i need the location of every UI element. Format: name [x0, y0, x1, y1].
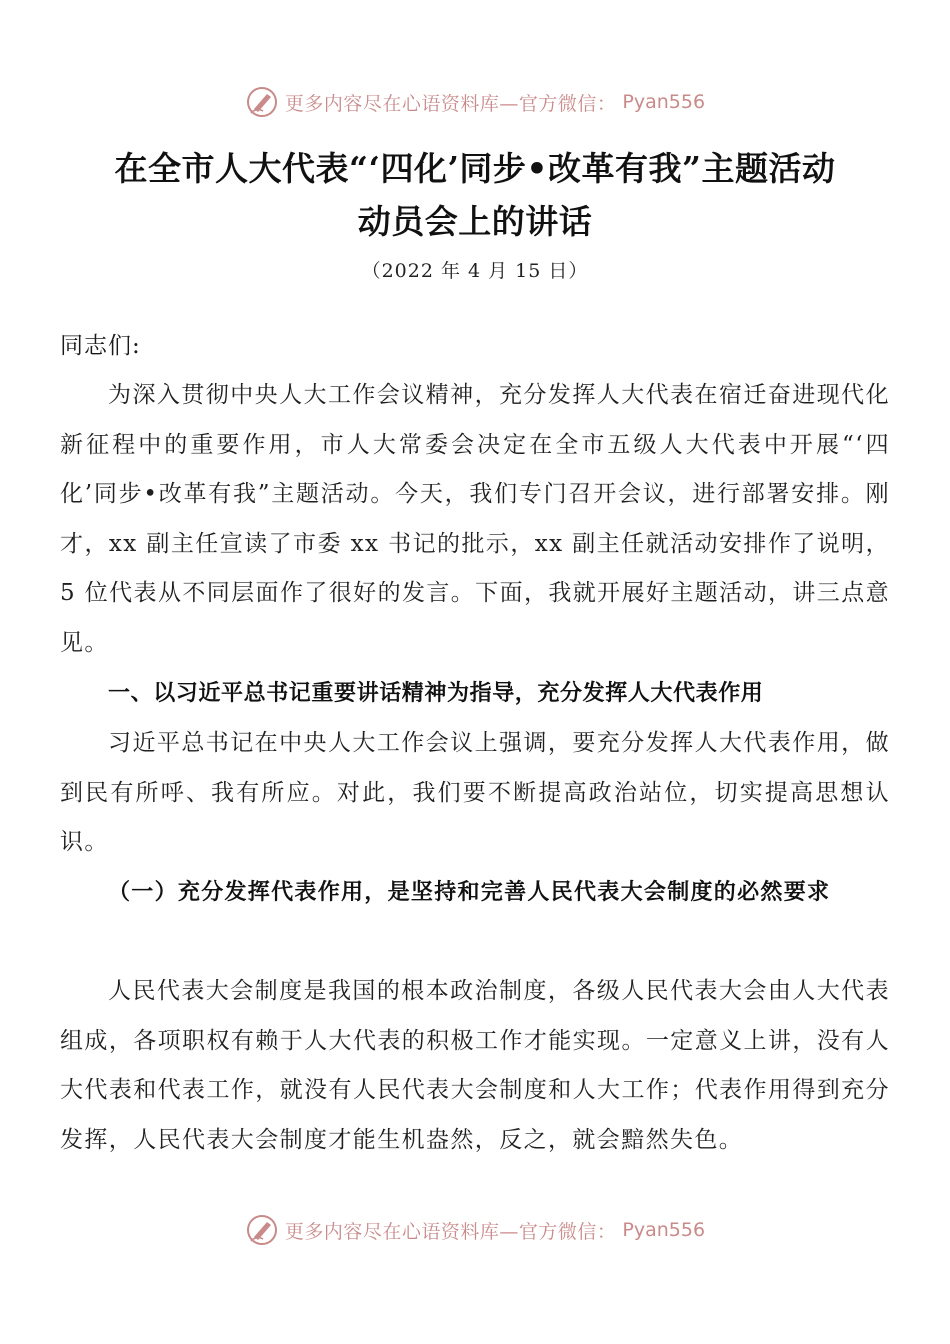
watermark-footer [0, 1210, 950, 1250]
paragraph-section1: 习近平总书记在中央人大工作会议上强调，要充分发挥人大代表作用，做到民有所呼、我有所应。对此，我们要不断提高政治站位，切实提高思想认识。 [60, 730, 890, 856]
paragraph-subsection1: 人民代表大会制度是我国的根本政治制度，各级人民代表大会由人大代表组成，各项职权有赖于人大代表的积极工作才能实现。一定意义上讲，没有人大代表和代表工作，就没有人民代表大会制度和人大工作；代表作用得到充分发挥，人民代表大会制度才能生机盎然，反之，就会黯然失色。 [60, 978, 890, 1153]
paragraph-intro: 为深入贯彻中央人大工作会议精神，充分发挥人大代表在宿迁奋进现代化新征程中的重要作用，市人大常委会决定在全市五级人大代表中开展“‘四化’同步•改革有我”主题活动。今天，我们专门召开会议，进行部署安排。刚才，xx 副主任宣读了市委 xx 书记的批示，xx 副主任就活动安排作了说明，5 位代表从不同层面作了很好的发言。下面，我就开展好主题活动，讲三点意见。 [60, 382, 890, 656]
salutation: 同志们: [60, 333, 141, 359]
watermark-header [0, 82, 950, 122]
watermark-text: 更多内容尽在心语资料库—官方微信： [284, 1220, 617, 1243]
watermark-wechat-id: Pyan556 [622, 91, 706, 113]
section-heading-1: 一、以习近平总书记重要讲话精神为指导，充分发挥人大代表作用 [108, 681, 764, 706]
subsection-heading-1: （一）充分发挥代表作用，是坚持和完善人民代表大会制度的必然要求 [108, 879, 831, 905]
pen-logo-icon [245, 85, 279, 119]
pen-logo-icon [245, 1213, 279, 1247]
document-title-line1: 在全市人大代表“‘四化’同步•改革有我”主题活动 [114, 149, 836, 188]
watermark-wechat-id: Pyan556 [622, 1219, 706, 1241]
document-title-line2: 动员会上的讲话 [357, 202, 593, 241]
speech-date: （2022 年 4 月 15 日） [361, 260, 589, 282]
watermark-text: 更多内容尽在心语资料库—官方微信： [284, 92, 617, 115]
